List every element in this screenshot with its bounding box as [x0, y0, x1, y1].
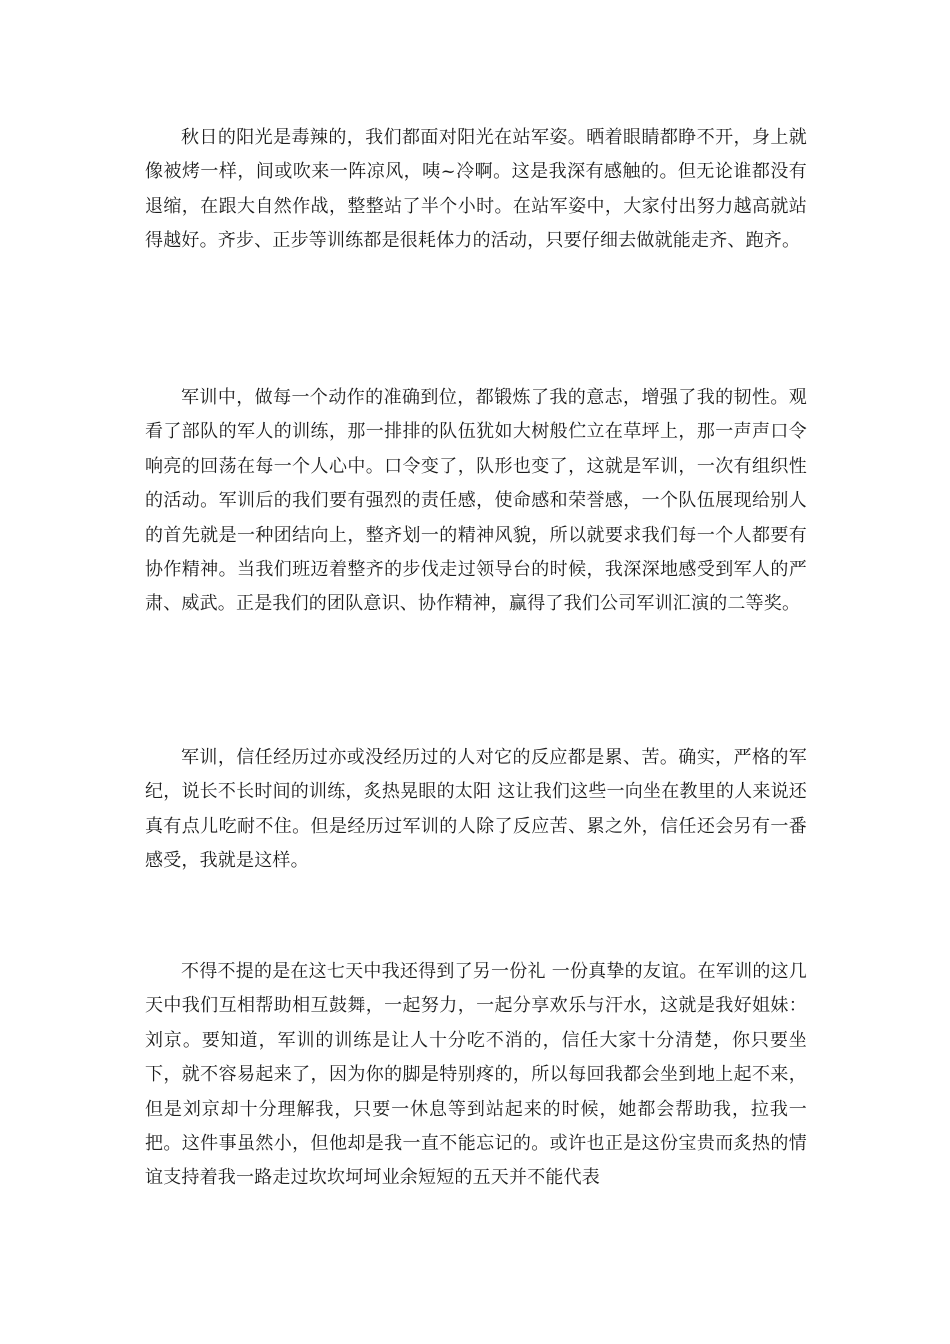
paragraph-training-teamwork: 军训中，做每一个动作的准确到位，都锻炼了我的意志，增强了我的韧性。观看了部队的军人的训练，那一排排的队伍犹如大树般伫立在草坪上，那一声声口令响亮的回荡在每一个人心中。口令变了，队形也变了，这就是军训，一次有组织性的活动。军训后的我们要有强烈的责任感，使命感和荣誉感，一个队伍展现给别人的首先就是一种团结向上，整齐划一的精神风貌，所以就要求我们每一个人都要有协作精神。当我们班迈着整齐的步伐走过领导台的时候，我深深地感受到军人的严肃、威武。正是我们的团队意识、协作精神，赢得了我们公司军训汇演的二等奖。 — [145, 387, 807, 615]
paragraph-friendship: 不得不提的是在这七天中我还得到了另一份礼 一份真挚的友谊。在军训的这几天中我们互相帮助相互鼓舞，一起努力，一起分享欢乐与汗水，这就是我好姐妹：刘京。要知道，军训的训练是让人十分吃不消的，信任大家十分清楚，你只要坐下，就不容易起来了，因为你的脚是特别疼的，所以每回我都会坐到地上起不来，但是刘京却十分理解我，只要一休息等到站起来的时候，她都会帮助我，拉我一把。这件事虽然小，但他却是我一直不能忘记的。或许也正是这份宝贵而炙热的情谊支持着我一路走过坎坎坷坷业余短短的五天并不能代表 — [145, 961, 807, 1189]
paragraph-hard-training: 军训，信任经历过亦或没经历过的人对它的反应都是累、苦。确实，严格的军纪，说长不长时间的训练，炙热晃眼的太阳 这让我们这些一向坐在教里的人来说还真有点儿吃耐不住。但是经历过军训的人除了反应苦、累之外，信任还会另有一番感受，我就是这样。 — [145, 747, 807, 872]
paragraph-sun-military-posture: 秋日的阳光是毒辣的，我们都面对阳光在站军姿。晒着眼睛都睁不开，身上就像被烤一样，间或吹来一阵凉风，咦~冷啊。这是我深有感触的。但无论谁都没有退缩，在跟大自然作战，整整站了半个小时。在站军姿中，大家付出努力越高就站得越好。齐步、正步等训练都是很耗体力的活动，只要仔细去做就能走齐、跑齐。 — [145, 127, 807, 252]
